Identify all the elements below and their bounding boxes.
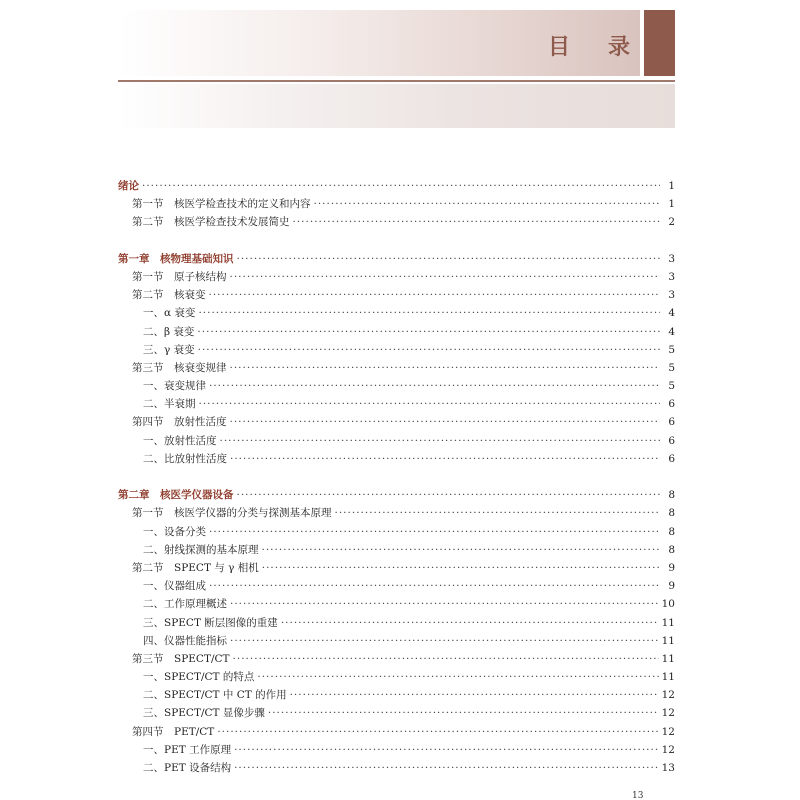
toc-entry-page: 6: [668, 398, 675, 411]
toc-entry-label: 第一章 核物理基础知识: [118, 252, 234, 265]
toc-entry-page: 5: [668, 361, 675, 374]
toc-entry-page: 11: [661, 652, 675, 665]
dot-leader: [257, 668, 658, 686]
header-divider: [118, 80, 675, 82]
page-number: 13: [632, 791, 644, 800]
toc-entry-page: 13: [661, 762, 675, 774]
toc-entry-label: 二、β 衰变: [143, 325, 195, 338]
toc-item-row[interactable]: [118, 704, 675, 722]
dot-leader: [209, 577, 660, 595]
dot-leader: [262, 559, 660, 577]
toc-entry-page: 2: [668, 216, 675, 229]
toc-section-row[interactable]: [118, 268, 675, 286]
dot-leader: [262, 541, 661, 559]
toc-entry-label: 第四节 放射性活度: [132, 416, 227, 429]
toc-entry-label: 第三节 SPECT/CT: [132, 652, 230, 665]
toc-entry-label: 第一节 核医学仪器的分类与探测基本原理: [132, 507, 332, 520]
header-panel: [118, 84, 675, 128]
dot-leader: [234, 741, 659, 759]
toc-section-row[interactable]: [118, 413, 675, 431]
toc-entry-page: 1: [668, 198, 675, 211]
toc-item-row[interactable]: [118, 323, 675, 341]
dot-leader: [230, 359, 661, 377]
toc-item-row[interactable]: [118, 595, 675, 613]
toc-entry-label: 第四节 PET/CT: [132, 725, 215, 738]
toc-entry-label: 第一节 核医学检查技术的定义和内容: [132, 198, 311, 211]
toc-entry-page: 5: [668, 343, 675, 356]
toc-entry-label: 一、PET 工作原理: [143, 743, 232, 756]
toc-entry-label: 一、仪器组成: [143, 580, 206, 593]
toc-entry-label: 二、SPECT/CT 中 CT 的作用: [143, 689, 287, 702]
toc-entry-label: 三、SPECT/CT 显像步骤: [143, 707, 265, 720]
toc-entry-label: 第三节 核衰变规律: [132, 361, 227, 374]
toc-entry-page: 8: [668, 489, 675, 502]
toc-entry-label: 第二节 核医学检查技术发展简史: [132, 216, 290, 229]
toc-entry-page: 12: [661, 689, 675, 702]
toc-entry-label: 三、γ 衰变: [143, 343, 195, 356]
toc-entry-label: 一、衰变规律: [143, 380, 206, 393]
dot-leader: [198, 341, 660, 359]
dot-leader: [220, 432, 661, 450]
dot-leader: [209, 523, 660, 541]
toc-entry-label: 一、SPECT/CT 的特点: [143, 671, 255, 684]
toc-item-row[interactable]: [118, 450, 675, 468]
toc-entry-label: 二、PET 设备结构: [143, 762, 232, 774]
toc-spacer: [118, 468, 675, 486]
page-title: 目录: [548, 35, 669, 60]
toc-section-row[interactable]: [118, 723, 675, 741]
toc-item-row[interactable]: [118, 577, 675, 595]
toc-section-row[interactable]: [118, 286, 675, 304]
toc-spacer: [118, 232, 675, 250]
toc-entry-label: 一、α 衰变: [143, 307, 196, 320]
toc-entry-label: 二、射线探测的基本原理: [143, 543, 259, 556]
dot-leader: [234, 759, 659, 777]
toc-section-row[interactable]: [118, 559, 675, 577]
dot-leader: [237, 486, 661, 504]
toc-entry-page: 3: [668, 270, 675, 283]
toc-section-row[interactable]: [118, 504, 675, 522]
toc-entry-page: 12: [661, 725, 675, 738]
toc-entry-page: 8: [668, 525, 675, 538]
toc-item-row[interactable]: [118, 304, 675, 322]
dot-leader: [230, 268, 661, 286]
toc-item-row[interactable]: [118, 632, 675, 650]
toc-entry-label: 第二节 SPECT 与 γ 相机: [132, 561, 259, 574]
dot-leader: [314, 195, 661, 213]
dot-leader: [281, 614, 659, 632]
toc-entry-page: 8: [668, 507, 675, 520]
toc-entry-page: 3: [668, 289, 675, 302]
toc-entry-label: 绪论: [118, 180, 139, 192]
toc-entry-page: 8: [668, 543, 675, 556]
toc-entry-page: 3: [668, 252, 675, 265]
toc-item-row[interactable]: [118, 432, 675, 450]
toc-item-row[interactable]: [118, 523, 675, 541]
toc-item-row[interactable]: [118, 541, 675, 559]
toc-section-row[interactable]: [118, 650, 675, 668]
dot-leader: [197, 323, 660, 341]
toc-entry-page: 5: [668, 380, 675, 393]
toc-entry-page: 6: [668, 416, 675, 429]
toc-entry-label: 一、设备分类: [143, 525, 206, 538]
toc-entry-page: 10: [661, 598, 675, 611]
toc-entry-label: 二、比放射性活度: [143, 452, 227, 465]
dot-leader: [293, 213, 661, 231]
dot-leader: [230, 413, 661, 431]
dot-leader: [209, 377, 660, 395]
dot-leader: [233, 650, 659, 668]
toc-item-row[interactable]: [118, 377, 675, 395]
toc-entry-page: 12: [661, 743, 675, 756]
toc-entry-label: 第一节 原子核结构: [132, 270, 227, 283]
toc-section-row[interactable]: [118, 213, 675, 231]
dot-leader: [217, 723, 658, 741]
toc-entry-page: 4: [668, 307, 675, 320]
toc-entry-page: 11: [661, 634, 675, 647]
toc-section-row[interactable]: [118, 359, 675, 377]
toc-item-row[interactable]: [118, 614, 675, 632]
toc-item-row[interactable]: [118, 341, 675, 359]
toc-entry-label: 四、仪器性能指标: [143, 634, 227, 647]
dot-leader: [268, 704, 659, 722]
toc-item-row[interactable]: [118, 759, 675, 777]
dot-leader: [199, 395, 661, 413]
toc-entry-page: 11: [661, 671, 675, 684]
toc-entry-label: 二、半衰期: [143, 398, 196, 411]
toc-entry-page: 1: [668, 180, 675, 192]
toc-section-row[interactable]: [118, 195, 675, 213]
dot-leader: [230, 450, 660, 468]
toc-item-row[interactable]: [118, 686, 675, 704]
dot-leader: [142, 177, 660, 195]
toc-item-row[interactable]: [118, 668, 675, 686]
toc-chapter-row[interactable]: [118, 486, 675, 504]
toc-entry-label: 第二章 核医学仪器设备: [118, 489, 234, 502]
dot-leader: [209, 286, 661, 304]
toc-entry-page: 12: [661, 707, 675, 720]
toc-chapter-row[interactable]: [118, 177, 675, 195]
toc-entry-label: 三、SPECT 断层图像的重建: [143, 616, 278, 629]
toc-chapter-row[interactable]: [118, 250, 675, 268]
toc-item-row[interactable]: [118, 741, 675, 759]
toc-entry-page: 9: [668, 580, 675, 593]
toc-entry-page: 6: [668, 434, 675, 447]
dot-leader: [230, 595, 659, 613]
table-of-contents: [118, 177, 675, 777]
dot-leader: [290, 686, 659, 704]
dot-leader: [230, 632, 659, 650]
toc-entry-label: 第二节 核衰变: [132, 289, 206, 302]
toc-entry-page: 11: [661, 616, 675, 629]
toc-entry-page: 4: [668, 325, 675, 338]
toc-entry-page: 9: [668, 561, 675, 574]
toc-entry-label: 二、工作原理概述: [143, 598, 227, 611]
toc-item-row[interactable]: [118, 395, 675, 413]
dot-leader: [335, 504, 661, 522]
toc-entry-page: 6: [668, 452, 675, 465]
dot-leader: [198, 304, 660, 322]
toc-entry-label: 一、放射性活度: [143, 434, 217, 447]
dot-leader: [237, 250, 661, 268]
